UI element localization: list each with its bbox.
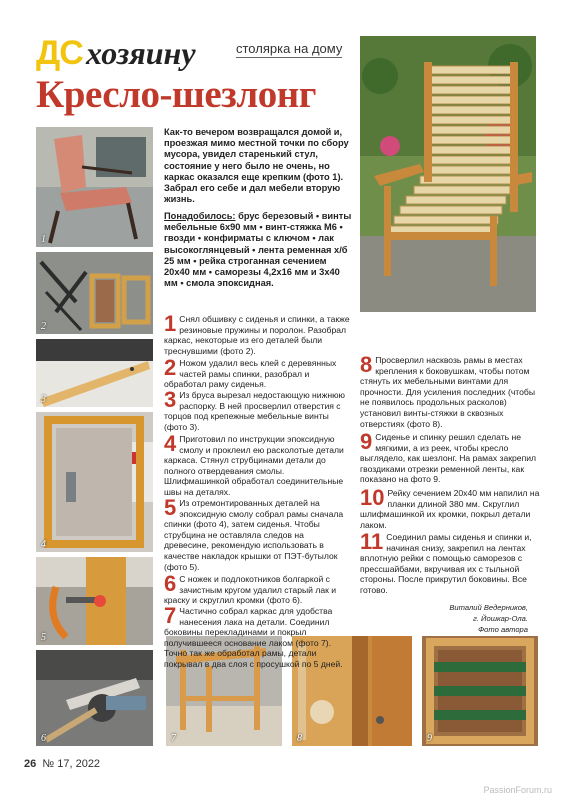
step-8 <box>360 352 540 429</box>
page-footer <box>24 758 100 770</box>
step-number: 6 <box>164 571 177 596</box>
materials-block <box>164 211 352 289</box>
photo-9-number: 9 <box>427 733 432 744</box>
page-number: 26 <box>24 758 37 770</box>
step-number: 8 <box>360 352 373 377</box>
step-text: Ножом удалил весь клей с деревянных частей рамы спинки, разобрал и обработал раму сиденья. <box>164 358 337 390</box>
step-text: Снял обшивку с сиденья и спинки, а также резиновые пружины и поролон. Разобрал каркас, некоторые из его деталей были треснувшими (фото 2). <box>164 314 350 356</box>
photo-6-number: 6 <box>41 733 46 744</box>
photo-9-straps <box>422 636 538 746</box>
photo-1-number: 1 <box>41 234 46 245</box>
step-text: Просверлил насквозь рамы в местах крепления к боковушкам, чтобы потом стянуть их мебельными винтами для прочности. Для усиления последних (чтобы не появилось продольных расколов) установил винты-стяжки в сквозных отверстиях (фото 8). <box>360 355 536 429</box>
step-6 <box>164 571 350 606</box>
photo-2-number: 2 <box>41 321 46 332</box>
step-11 <box>360 529 540 596</box>
photo-7-number: 7 <box>171 733 176 744</box>
author-name: Виталий Ведерников, <box>449 603 528 612</box>
photo-1-old-chair <box>36 127 153 247</box>
step-number: 11 <box>360 529 384 554</box>
step-text: С ножек и подлокотников болгаркой с зачистным кругом удалил старый лак и краску и скруглил кромки (фото 6). <box>164 574 337 606</box>
step-text: Соединил рамы сиденья и спинки и, начиная снизу, закрепил на лентах вплотную рейки с помощью саморезов с прессшайбами, вкручивая их с тыльной стороны. После прикрутил боковины. Все готово. <box>360 532 532 595</box>
step-number: 1 <box>164 311 177 336</box>
photo-8-number: 8 <box>297 733 302 744</box>
photo-credit: Фото автора <box>478 625 528 634</box>
materials-text: брус березовый • винты мебельные 6x90 мм • винт-стяжка М6 • гвозди • конфирматы с ключом • лак высокоглянцевый • лента ременная х/б 25 мм • рейка строганная сечением 20x40 мм • саморезы 4,2x16 мм и 3x40 мм • смола эпоксидная. <box>164 211 352 289</box>
step-number: 3 <box>164 387 177 412</box>
step-number: 4 <box>164 431 177 456</box>
step-text: Частично собрал каркас для удобства нанесения лака на детали. Соединил боковины перекладинами и покрыл получившееся основание лаком (фото 7). Точно так же обработал рамы, детали покрывал в два слоя с просушкой по 5 дней. <box>164 606 343 669</box>
step-text: Из отремонтированных деталей на эпоксидную смолу собрал рамы сначала спинки (фото 4), затем сиденья. Чтобы струбцина не оставляла следов на древесине, рекомендую использовать в качестве накладок крышки от ПЭТ-бутылок (фото 5). <box>164 498 344 572</box>
step-text: Приготовил по инструкции эпоксидную смолу и проклеил ею расколотые детали каркаса. Стянул струбцинами детали до полного отвердевания смолы. Шлифмашинкой обработал соединительные швы на деталях. <box>164 434 344 497</box>
step-9 <box>360 429 540 485</box>
hero-photo-finished-chair <box>360 36 536 312</box>
rubric-label: столярка на дому <box>236 41 343 56</box>
photo-4-number: 4 <box>41 539 46 550</box>
author-signature <box>368 602 528 635</box>
step-number: 7 <box>164 603 177 628</box>
intro-paragraph: Как-то вечером возвращался домой и, проезжая мимо местной точки по сбору мусора, увидел старенький стул, состояние у него было не очень, но каркас оказался еще крепким (фото 1). Забрал его себе и дал мебели вторую жизнь. <box>164 127 349 205</box>
photo-4-back-frame <box>36 412 153 552</box>
step-number: 2 <box>164 355 177 380</box>
step-number: 9 <box>360 429 373 454</box>
photo-6-grinder <box>36 650 153 746</box>
photo-3-number: 3 <box>41 394 46 405</box>
author-city: г. Йошкар-Ола. <box>473 614 528 623</box>
photo-5-clamp <box>36 557 153 645</box>
photo-5-number: 5 <box>41 632 46 643</box>
watermark: PassionForum.ru <box>483 785 552 795</box>
materials-heading: Понадобилось: <box>164 211 236 221</box>
photo-2-disassembled <box>36 252 153 334</box>
photo-3-new-crossbar <box>36 339 153 407</box>
issue-number: № 17, 2022 <box>42 758 101 770</box>
step-7 <box>164 603 350 670</box>
step-number: 10 <box>360 485 385 510</box>
logo-ds: ДС <box>36 34 83 72</box>
step-1 <box>164 311 350 356</box>
step-text: Сиденье и спинку решил сделать не мягкими, а из реек, чтобы кресло выглядело, как шезлонг. На рамах закрепил гвоздиками отрезки ременной ленты, как показано на фото 9. <box>360 432 537 485</box>
step-10 <box>360 485 540 530</box>
logo-section-word: хозяину <box>86 35 196 71</box>
step-text: Рейку сечением 20x40 мм напилил на планки длиной 380 мм. Скруглил шлифмашинкой их кромки, покрыл детали лаком. <box>360 488 540 530</box>
step-text: Из бруса вырезал недостающую нижнюю распорку. В ней просверлил отверстия с торцов под крепежные мебельные винты (фото 3). <box>164 390 345 432</box>
step-2 <box>164 355 350 390</box>
article-title: Кресло-шезлонг <box>36 73 316 116</box>
step-5 <box>164 495 350 572</box>
step-4 <box>164 431 350 498</box>
step-3 <box>164 387 350 432</box>
step-number: 5 <box>164 495 177 520</box>
